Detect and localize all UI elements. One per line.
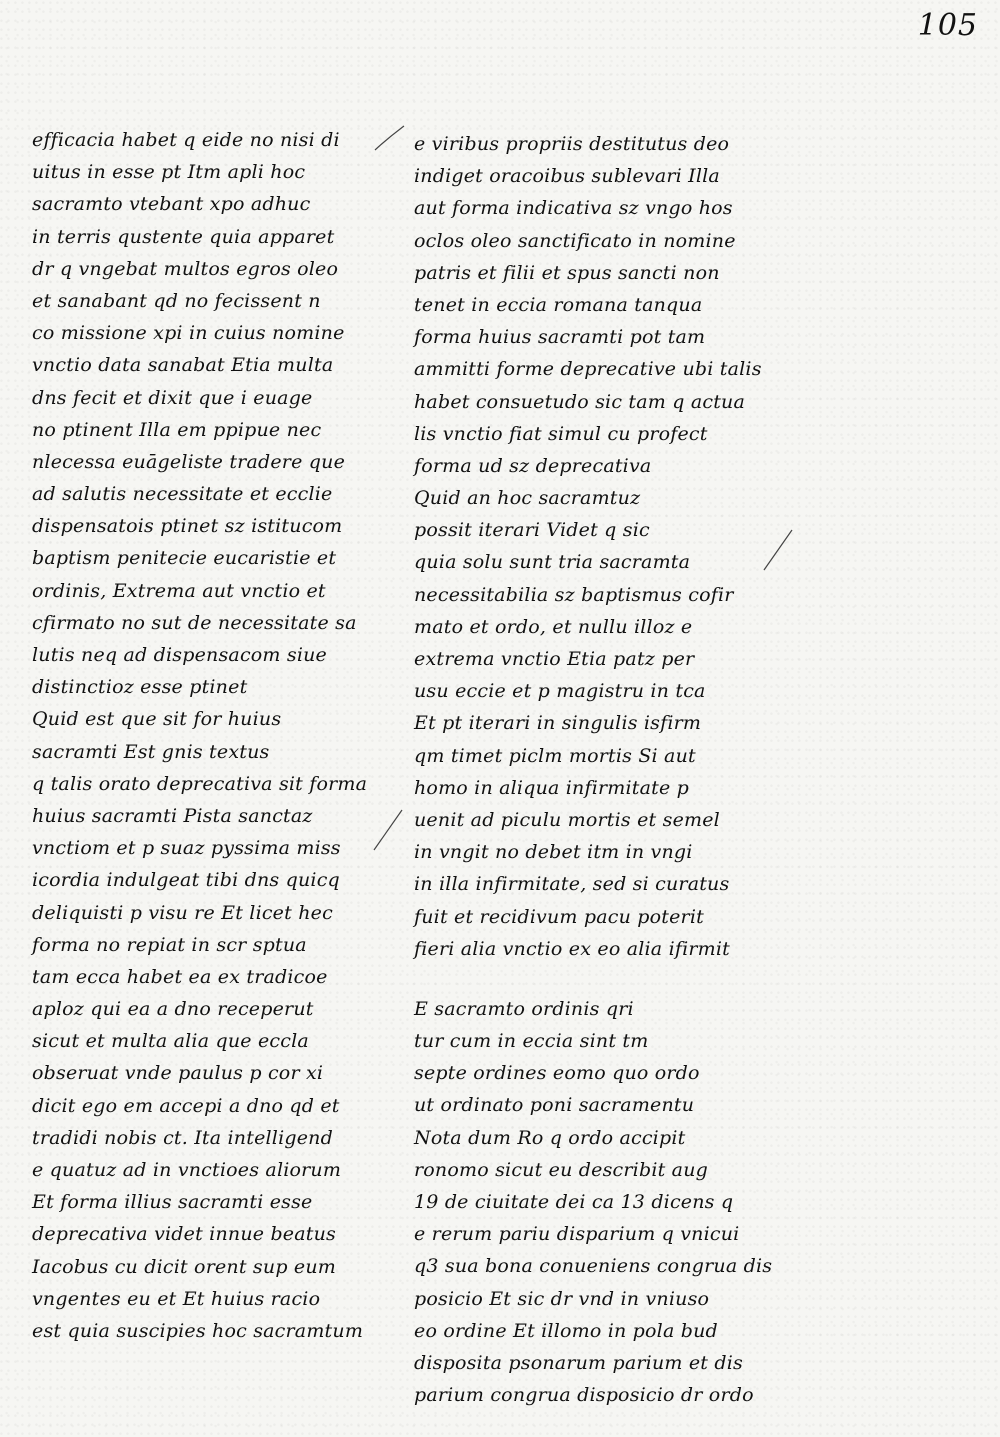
right-column-line: E sacramto ordinis qri (414, 997, 634, 1020)
left-column-line: cfirmato no sut de necessitate sa (32, 611, 357, 634)
left-column-line: est quia suscipies hoc sacramtum (32, 1319, 364, 1342)
left-column-line: q talis orato deprecativa sit forma (32, 772, 368, 795)
left-column-line: icordia indulgeat tibi dns quicq (32, 869, 340, 892)
right-column-line: septe ordines eomo quo ordo (414, 1062, 700, 1085)
right-column-line: usu eccie et p magistru in tca (414, 680, 706, 703)
right-column-line: aut forma indicativa sz vngo hos (414, 197, 733, 220)
left-column-line: Et forma illius sacramti esse (32, 1191, 313, 1214)
right-column-line: mato et ordo, et nullu illoz e (414, 615, 693, 638)
left-column-line: tradidi nobis ct. Ita intelligend (32, 1126, 333, 1149)
right-column-line: 19 de ciuitate dei ca 13 dicens q (414, 1191, 734, 1213)
right-column-line: Nota dum Ro q ordo accipit (414, 1126, 686, 1149)
right-column-line: tenet in eccia romana tanqua (414, 293, 703, 316)
right-column-line: ut ordinato poni sacramentu (414, 1094, 695, 1117)
left-column-line: no ptinent Illa em ppipue nec (32, 418, 322, 441)
left-column-line: lutis neq ad dispensacom siue (32, 644, 327, 666)
margin-stroke-3 (760, 520, 800, 580)
right-column-line: quia solu sunt tria sacramta (414, 551, 691, 574)
left-column (32, 124, 392, 1347)
left-column-line: dns fecit et dixit que i euage (32, 386, 313, 409)
right-column-line: extrema vnctio Etia patz per (414, 648, 695, 670)
right-column-line: homo in aliqua infirmitate p (414, 776, 690, 799)
right-column-line: forma ud sz deprecativa (414, 454, 652, 477)
left-column-line: aploz qui ea a dno receperut (32, 998, 314, 1021)
left-column-line: deliquisti p visu re Et licet hec (32, 901, 333, 924)
left-column-line: co missione xpi in cuius nomine (32, 322, 345, 345)
left-column-line: dr q vngebat multos egros oleo (32, 257, 339, 280)
left-column-line: ordinis, Extrema aut vnctio et (32, 579, 326, 602)
left-column-line: dicit ego em accepi a dno qd et (32, 1094, 340, 1117)
left-column-line: dispensatois ptinet sz istitucom (32, 515, 343, 538)
right-column-line: qm timet piclm mortis Si aut (414, 744, 696, 767)
left-column-line: Iacobus cu dicit orent sup eum (32, 1255, 337, 1278)
right-column-line: ronomo sicut eu describit aug (414, 1158, 708, 1181)
right-column-line: patris et filii et spus sancti non (414, 261, 720, 284)
right-column-line: ammitti forme deprecative ubi talis (414, 358, 762, 381)
right-column-line: e viribus propriis destitutus deo (414, 133, 730, 155)
left-column-line: vnctio data sanabat Etia multa (32, 354, 334, 377)
left-column-line: et sanabant qd no fecissent n (32, 289, 321, 312)
margin-stroke-1 (370, 120, 410, 160)
right-column-line: Quid an hoc sacramtuz (414, 487, 641, 510)
left-column-line: sicut et multa alia que eccla (32, 1030, 309, 1053)
right-column-line: eo ordine Et illomo in pola bud (414, 1319, 718, 1342)
left-column-line: vngentes eu et Et huius racio (32, 1287, 321, 1310)
right-column-line: posicio Et sic dr vnd in vniuso (414, 1287, 710, 1310)
left-column-line: sacramto vtebant xpo adhuc (32, 193, 311, 216)
right-column-line: uenit ad piculu mortis et semel (414, 808, 720, 831)
right-column-line: q3 sua bona conueniens congrua dis (414, 1255, 773, 1278)
right-column-line: in vngit no debet itm in vngi (414, 841, 693, 864)
left-column-line: distinctioz esse ptinet (32, 676, 248, 699)
folio-number: 105 (917, 8, 978, 43)
left-column-line: deprecativa videt innue beatus (32, 1223, 336, 1246)
right-column-line: fuit et recidivum pacu poterit (414, 905, 704, 928)
left-column-line: forma no repiat in scr sptua (32, 933, 307, 956)
right-column-line: necessitabilia sz baptismus cofir (414, 583, 734, 606)
left-column-line: tam ecca habet ea ex tradicoe (32, 965, 328, 988)
right-column-line: possit iterari Videt q sic (414, 519, 650, 542)
right-column-line: e rerum pariu disparium q vnicui (414, 1223, 740, 1246)
left-column-line: nlecessa euāgeliste tradere que (32, 450, 346, 473)
right-column-line: parium congrua disposicio dr ordo (414, 1384, 754, 1407)
left-column-line: huius sacramti Pista sanctaz (32, 804, 313, 827)
left-column-line: in terris qustente quia apparet (32, 225, 335, 248)
left-column-line: Quid est que sit for huius (32, 708, 282, 731)
right-column-line: forma huius sacramti pot tam (414, 326, 706, 349)
left-column-line: baptism penitecie eucaristie et (32, 547, 337, 570)
right-column-line: indiget oracoibus sublevari Illa (414, 165, 720, 188)
right-column-line: habet consuetudo sic tam q actua (414, 390, 746, 413)
left-column-line: ad salutis necessitate et ecclie (32, 483, 333, 506)
right-column-line: tur cum in eccia sint tm (414, 1030, 649, 1053)
right-column-line: fieri alia vnctio ex eo alia ifirmit (414, 937, 730, 960)
right-column-line (414, 965, 774, 993)
right-column-line: lis vnctio fiat simul cu profect (414, 422, 708, 445)
left-column-line: uitus in esse pt Itm apli hoc (32, 161, 306, 184)
left-column-line: efficacia habet q eide no nisi di (32, 129, 340, 151)
right-column-line: disposita psonarum parium et dis (414, 1351, 743, 1374)
right-column (414, 128, 774, 1411)
left-column-line: e quatuz ad in vnctioes aliorum (32, 1159, 342, 1181)
right-column-line: in illa infirmitate, sed si curatus (414, 873, 730, 896)
right-column-line: Et pt iterari in singulis isfirm (414, 712, 702, 735)
left-column-line: obseruat vnde paulus p cor xi (32, 1062, 324, 1085)
left-column-line: vnctiom et p suaz pyssima miss (32, 837, 341, 860)
margin-stroke-2 (370, 800, 410, 860)
left-column-line: sacramti Est gnis textus (32, 740, 270, 763)
right-column-line: oclos oleo sanctificato in nomine (414, 229, 736, 252)
